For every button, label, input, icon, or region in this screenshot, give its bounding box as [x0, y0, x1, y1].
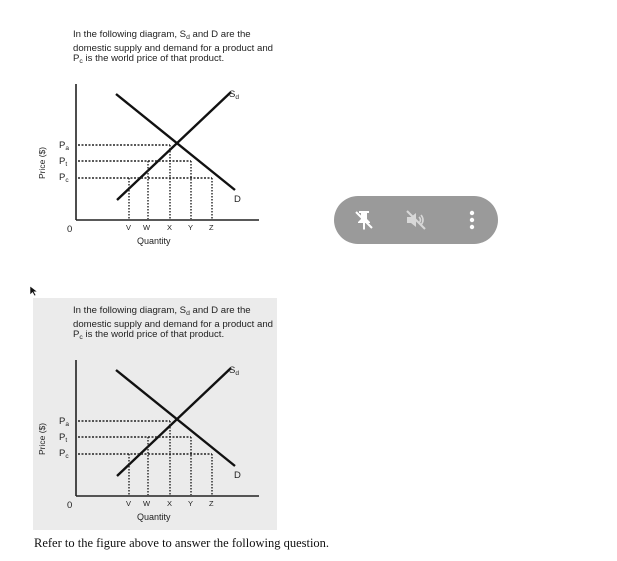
more-icon	[460, 208, 484, 232]
origin-label: 0	[67, 500, 73, 511]
demand-curve	[116, 94, 235, 190]
media-control-overlay	[334, 196, 498, 244]
z-label: Z	[209, 499, 214, 508]
more-options-button[interactable]	[460, 208, 484, 232]
figure-caption: In the following diagram, $S_d$ and D are the domestic supply and demand for a product and $P_c$ is the world price of that product.	[73, 29, 273, 66]
mute-icon	[404, 208, 428, 232]
pc-label: $P_c$	[59, 172, 69, 184]
pc-label: $P_c$	[59, 448, 69, 460]
v-label: V	[126, 499, 132, 508]
y-axis-label: Price ($)	[37, 422, 47, 455]
demand-label: D	[234, 194, 241, 205]
demand-curve	[116, 370, 235, 466]
x-axis-label: Quantity	[137, 236, 171, 246]
x-label: X	[167, 223, 173, 232]
z-label: Z	[209, 223, 214, 232]
pt-label: $P_t$	[59, 156, 68, 168]
w-label: W	[143, 223, 151, 232]
v-label: V	[126, 223, 132, 232]
x-axis-label: Quantity	[137, 512, 171, 522]
figure-caption: In the following diagram, $S_d$ and D are the domestic supply and demand for a product and $P_c$ is the world price of that product.	[73, 305, 273, 342]
question-text: Refer to the figure above to answer the following question.	[34, 536, 330, 550]
mute-button[interactable]	[404, 208, 428, 232]
x-label: X	[167, 499, 173, 508]
mouse-pointer-icon	[29, 285, 39, 297]
pt-label: $P_t$	[59, 432, 68, 444]
supply-demand-diagram	[33, 22, 277, 254]
unpin-icon	[352, 208, 376, 232]
unpin-button[interactable]	[352, 208, 376, 232]
supply-label: $S_d$	[229, 89, 239, 101]
pa-label: $P_a$	[59, 140, 69, 152]
y-label: Y	[188, 499, 194, 508]
supply-label: $S_d$	[229, 365, 239, 377]
y-label: Y	[188, 223, 194, 232]
supply-demand-diagram	[33, 298, 277, 530]
figure-top	[33, 22, 277, 254]
y-axis-label: Price ($)	[37, 146, 47, 179]
origin-label: 0	[67, 224, 73, 235]
pa-label: $P_a$	[59, 416, 69, 428]
figure-bottom	[33, 298, 277, 530]
w-label: W	[143, 499, 151, 508]
demand-label: D	[234, 470, 241, 481]
